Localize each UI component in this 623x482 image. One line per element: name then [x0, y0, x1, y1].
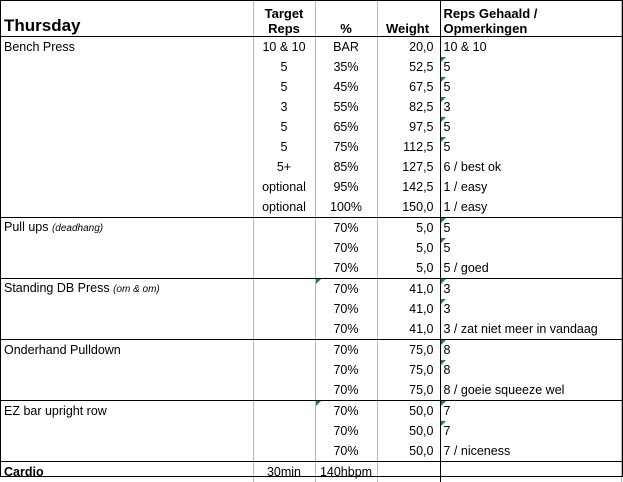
weight-cell-value: 5,0: [416, 261, 433, 275]
reps-done-cell-value: 6 / best ok: [444, 160, 502, 174]
pct-cell[interactable]: [315, 380, 377, 401]
header-row: [0, 0, 621, 37]
exercise-cell[interactable]: [0, 177, 253, 197]
target-reps-cell[interactable]: [253, 218, 315, 239]
pct-cell-value: 70%: [333, 302, 358, 316]
weight-cell-value: 5,0: [416, 241, 433, 255]
reps-done-cell-value: 8 / goeie squeeze wel: [444, 383, 565, 397]
target-reps-cell[interactable]: [253, 421, 315, 441]
day-title-cell[interactable]: [0, 0, 253, 37]
exercise-cell[interactable]: [0, 360, 253, 380]
comment-indicator-icon: [441, 279, 446, 284]
target-reps-cell[interactable]: [253, 441, 315, 462]
reps-done-cell-value: 3: [444, 282, 451, 296]
table-row: [0, 57, 621, 77]
pct-cell-value: 95%: [333, 180, 358, 194]
reps-done-cell-value: 8: [444, 343, 451, 357]
pct-cell[interactable]: [315, 77, 377, 97]
cardio-heartrate[interactable]: 140hbpm: [315, 462, 377, 482]
reps-done-cell[interactable]: [440, 177, 621, 197]
exercise-cell[interactable]: [0, 401, 253, 422]
target-reps-cell[interactable]: [253, 157, 315, 177]
reps-done-cell[interactable]: [440, 117, 621, 137]
target-reps-cell-value: optional: [262, 200, 306, 214]
target-reps-header[interactable]: Target Reps: [253, 0, 315, 37]
exercise-name: Pull ups: [4, 220, 48, 234]
table-row: [0, 279, 621, 300]
weight-cell[interactable]: [377, 37, 440, 58]
reps-done-cell-value: 3: [444, 302, 451, 316]
table-row: [0, 340, 621, 361]
reps-done-cell[interactable]: [440, 340, 621, 361]
pct-cell-value: 70%: [333, 282, 358, 296]
exercise-cell[interactable]: [0, 77, 253, 97]
pct-cell[interactable]: [315, 441, 377, 462]
weight-header[interactable]: Weight: [377, 0, 440, 37]
pct-cell[interactable]: [315, 340, 377, 361]
table-row: [0, 421, 621, 441]
reps-done-cell[interactable]: [440, 279, 621, 300]
pct-cell[interactable]: [315, 157, 377, 177]
comment-indicator-icon: [441, 137, 446, 142]
table-row: [0, 360, 621, 380]
reps-done-cell[interactable]: [440, 299, 621, 319]
comment-indicator-icon: [441, 340, 446, 345]
weight-cell[interactable]: [377, 238, 440, 258]
comment-indicator-icon: [441, 401, 446, 406]
comment-indicator-icon: [441, 117, 446, 122]
reps-done-cell[interactable]: [440, 57, 621, 77]
pct-cell[interactable]: [315, 258, 377, 279]
exercise-cell[interactable]: [0, 258, 253, 279]
comment-indicator-icon: [441, 360, 446, 365]
target-reps-cell-value: 5: [281, 60, 288, 74]
target-reps-cell[interactable]: [253, 360, 315, 380]
weight-cell-value: 127,5: [402, 160, 433, 174]
exercise-cell[interactable]: [0, 319, 253, 340]
weight-cell[interactable]: [377, 258, 440, 279]
target-reps-cell[interactable]: [253, 197, 315, 218]
pct-cell[interactable]: [315, 319, 377, 340]
weight-cell-value: 97,5: [409, 120, 433, 134]
reps-done-cell[interactable]: [440, 97, 621, 117]
comment-indicator-icon: [441, 218, 446, 223]
weight-cell-value: 142,5: [402, 180, 433, 194]
pct-cell[interactable]: [315, 137, 377, 157]
target-reps-cell[interactable]: [253, 37, 315, 58]
cardio-label[interactable]: Cardio: [0, 462, 253, 482]
pct-cell-value: 70%: [333, 241, 358, 255]
pct-cell[interactable]: [315, 57, 377, 77]
target-reps-cell[interactable]: [253, 57, 315, 77]
pct-cell-value: 70%: [333, 404, 358, 418]
weight-cell-value: 112,5: [403, 140, 433, 154]
table-row: [0, 137, 621, 157]
pct-cell[interactable]: [315, 279, 377, 300]
exercise-cell[interactable]: [0, 37, 253, 58]
table-row: [0, 218, 621, 239]
exercise-cell[interactable]: [0, 157, 253, 177]
weight-cell[interactable]: [377, 197, 440, 218]
weight-cell-value: 50,0: [409, 404, 433, 418]
weight-cell[interactable]: [377, 299, 440, 319]
exercise-cell[interactable]: [0, 218, 253, 239]
reps-done-cell[interactable]: [440, 319, 621, 340]
table-row: [0, 380, 621, 401]
weight-cell[interactable]: [377, 279, 440, 300]
weight-cell-value: 41,0: [409, 322, 433, 336]
exercise-cell[interactable]: [0, 238, 253, 258]
weight-cell-value: 67,5: [409, 80, 433, 94]
reps-done-cell-value: 5: [444, 60, 451, 74]
weight-cell-value: 75,0: [409, 343, 433, 357]
reps-done-cell[interactable]: [440, 258, 621, 279]
target-reps-cell-value: 5+: [277, 160, 291, 174]
pct-cell[interactable]: [315, 299, 377, 319]
comment-indicator-icon: [441, 299, 446, 304]
cardio-duration[interactable]: 30min: [253, 462, 315, 482]
target-reps-cell[interactable]: [253, 319, 315, 340]
weight-cell[interactable]: [377, 137, 440, 157]
weight-cell-value: 41,0: [409, 302, 433, 316]
pct-cell-value: BAR: [333, 40, 359, 54]
exercise-cell[interactable]: [0, 441, 253, 462]
reps-done-cell-value: 5 / goed: [444, 261, 489, 275]
weight-cell[interactable]: [377, 340, 440, 361]
pct-cell-value: 100%: [330, 200, 362, 214]
table-row: [0, 157, 621, 177]
comment-indicator-icon: [441, 77, 446, 82]
pct-cell[interactable]: [315, 421, 377, 441]
reps-done-cell-value: 7 / niceness: [444, 444, 511, 458]
pct-cell-value: 70%: [333, 221, 358, 235]
reps-done-cell[interactable]: [440, 218, 621, 239]
target-reps-cell[interactable]: [253, 380, 315, 401]
weight-cell[interactable]: [377, 421, 440, 441]
reps-done-cell-value: 10 & 10: [444, 40, 487, 54]
weight-cell-value: 82,5: [409, 100, 433, 114]
table-row: [0, 177, 621, 197]
pct-cell-value: 65%: [333, 120, 358, 134]
pct-cell-value: 45%: [333, 80, 358, 94]
exercise-cell[interactable]: [0, 340, 253, 361]
weight-cell-value: 75,0: [409, 363, 433, 377]
exercise-note: (deadhang): [52, 223, 103, 234]
target-reps-cell[interactable]: [253, 401, 315, 422]
reps-done-cell-value: 8: [444, 363, 451, 377]
reps-done-cell-value: 5: [444, 80, 451, 94]
exercise-note: (om & om): [113, 284, 160, 295]
weight-cell[interactable]: [377, 57, 440, 77]
reps-done-cell[interactable]: [440, 197, 621, 218]
pct-cell[interactable]: [315, 360, 377, 380]
reps-done-cell-value: 1 / easy: [444, 180, 488, 194]
weight-cell[interactable]: [377, 157, 440, 177]
weight-cell[interactable]: [377, 177, 440, 197]
reps-done-cell-value: 5: [444, 221, 451, 235]
table-row: [0, 258, 621, 279]
pct-cell[interactable]: [315, 238, 377, 258]
pct-header[interactable]: %: [315, 0, 377, 37]
reps-done-cell[interactable]: [440, 37, 621, 58]
target-reps-cell-value: 10 & 10: [262, 40, 305, 54]
pct-cell-value: 70%: [333, 261, 358, 275]
reps-done-cell-value: 5: [444, 241, 451, 255]
reps-done-cell-value: 7: [444, 424, 451, 438]
exercise-name: Bench Press: [4, 40, 75, 54]
table-row: [0, 197, 621, 218]
weight-cell-value: 5,0: [416, 221, 433, 235]
pct-cell[interactable]: [315, 197, 377, 218]
weight-cell[interactable]: [377, 319, 440, 340]
day-title: Thursday: [4, 16, 81, 35]
exercise-cell[interactable]: [0, 97, 253, 117]
weight-cell[interactable]: [377, 441, 440, 462]
table-row: [0, 441, 621, 462]
weight-cell[interactable]: [377, 77, 440, 97]
reps-done-cell[interactable]: [440, 360, 621, 380]
reps-done-cell-value: 5: [444, 120, 451, 134]
exercise-name: Onderhand Pulldown: [4, 343, 121, 357]
target-reps-cell-value: 5: [281, 80, 288, 94]
reps-done-cell-value: 3 / zat niet meer in vandaag: [444, 322, 598, 336]
pct-cell-value: 70%: [333, 383, 358, 397]
exercise-name: EZ bar upright row: [4, 404, 107, 418]
target-reps-cell-value: 5: [281, 120, 288, 134]
weight-cell[interactable]: [377, 117, 440, 137]
weight-cell-value: 50,0: [409, 444, 433, 458]
comment-indicator-icon: [441, 97, 446, 102]
cardio-weight[interactable]: [377, 462, 440, 482]
pct-cell[interactable]: [315, 97, 377, 117]
pct-cell[interactable]: [315, 401, 377, 422]
pct-cell-value: 70%: [333, 343, 358, 357]
pct-cell[interactable]: [315, 218, 377, 239]
weight-cell[interactable]: [377, 97, 440, 117]
pct-cell-value: 35%: [333, 60, 358, 74]
weight-cell-value: 52,5: [409, 60, 433, 74]
exercise-cell[interactable]: [0, 380, 253, 401]
target-reps-cell[interactable]: [253, 258, 315, 279]
target-reps-cell[interactable]: [253, 279, 315, 300]
weight-cell[interactable]: [377, 360, 440, 380]
reps-done-cell[interactable]: [440, 441, 621, 462]
table-row: [0, 77, 621, 97]
pct-cell[interactable]: [315, 117, 377, 137]
target-reps-cell-value: optional: [262, 180, 306, 194]
table-row: [0, 319, 621, 340]
reps-done-cell[interactable]: [440, 157, 621, 177]
table-row: [0, 117, 621, 137]
weight-cell-value: 50,0: [409, 424, 433, 438]
exercise-cell[interactable]: [0, 279, 253, 300]
comment-indicator-icon: [316, 279, 321, 284]
cardio-notes[interactable]: [440, 462, 621, 482]
comment-indicator-icon: [441, 57, 446, 62]
pct-cell-value: 55%: [333, 100, 358, 114]
reps-done-header[interactable]: Reps Gehaald / Opmerkingen: [440, 0, 621, 37]
table-row: [0, 97, 621, 117]
weight-cell-value: 150,0: [402, 200, 433, 214]
pct-cell-value: 85%: [333, 160, 358, 174]
target-reps-cell-value: 3: [281, 100, 288, 114]
reps-done-cell-value: 3: [444, 100, 451, 114]
exercise-cell[interactable]: [0, 137, 253, 157]
exercise-cell[interactable]: [0, 299, 253, 319]
exercise-cell[interactable]: [0, 57, 253, 77]
target-reps-cell[interactable]: [253, 137, 315, 157]
pct-cell-value: 70%: [333, 444, 358, 458]
comment-indicator-icon: [316, 401, 321, 406]
reps-done-cell[interactable]: [440, 238, 621, 258]
weight-cell[interactable]: [377, 218, 440, 239]
weight-cell-value: 41,0: [409, 282, 433, 296]
reps-done-cell[interactable]: [440, 77, 621, 97]
exercise-cell[interactable]: [0, 421, 253, 441]
target-reps-cell[interactable]: [253, 340, 315, 361]
weight-cell[interactable]: [377, 401, 440, 422]
reps-done-cell[interactable]: [440, 421, 621, 441]
target-reps-cell[interactable]: [253, 117, 315, 137]
reps-done-cell[interactable]: [440, 401, 621, 422]
comment-indicator-icon: [441, 421, 446, 426]
target-reps-cell[interactable]: [253, 77, 315, 97]
exercise-cell[interactable]: [0, 197, 253, 218]
target-reps-cell-value: 5: [281, 140, 288, 154]
target-reps-cell[interactable]: [253, 177, 315, 197]
weight-cell-value: 20,0: [409, 40, 433, 54]
target-reps-cell[interactable]: [253, 97, 315, 117]
weight-cell[interactable]: [377, 380, 440, 401]
reps-done-cell-value: 7: [444, 404, 451, 418]
pct-cell-value: 75%: [333, 140, 358, 154]
reps-done-cell[interactable]: [440, 137, 621, 157]
pct-cell-value: 70%: [333, 424, 358, 438]
table-row: [0, 37, 621, 58]
exercise-name: Standing DB Press: [4, 281, 110, 295]
pct-cell[interactable]: [315, 37, 377, 58]
reps-done-cell-value: 5: [444, 140, 451, 154]
weight-cell-value: 75,0: [409, 383, 433, 397]
table-row: [0, 299, 621, 319]
reps-done-cell[interactable]: [440, 380, 621, 401]
target-reps-cell[interactable]: [253, 238, 315, 258]
pct-cell-value: 70%: [333, 363, 358, 377]
target-reps-cell[interactable]: [253, 299, 315, 319]
comment-indicator-icon: [441, 238, 446, 243]
pct-cell-value: 70%: [333, 322, 358, 336]
table-row: [0, 238, 621, 258]
reps-done-cell-value: 1 / easy: [444, 200, 488, 214]
table-row: [0, 401, 621, 422]
exercise-cell[interactable]: [0, 117, 253, 137]
pct-cell[interactable]: [315, 177, 377, 197]
cardio-row: [0, 462, 621, 482]
